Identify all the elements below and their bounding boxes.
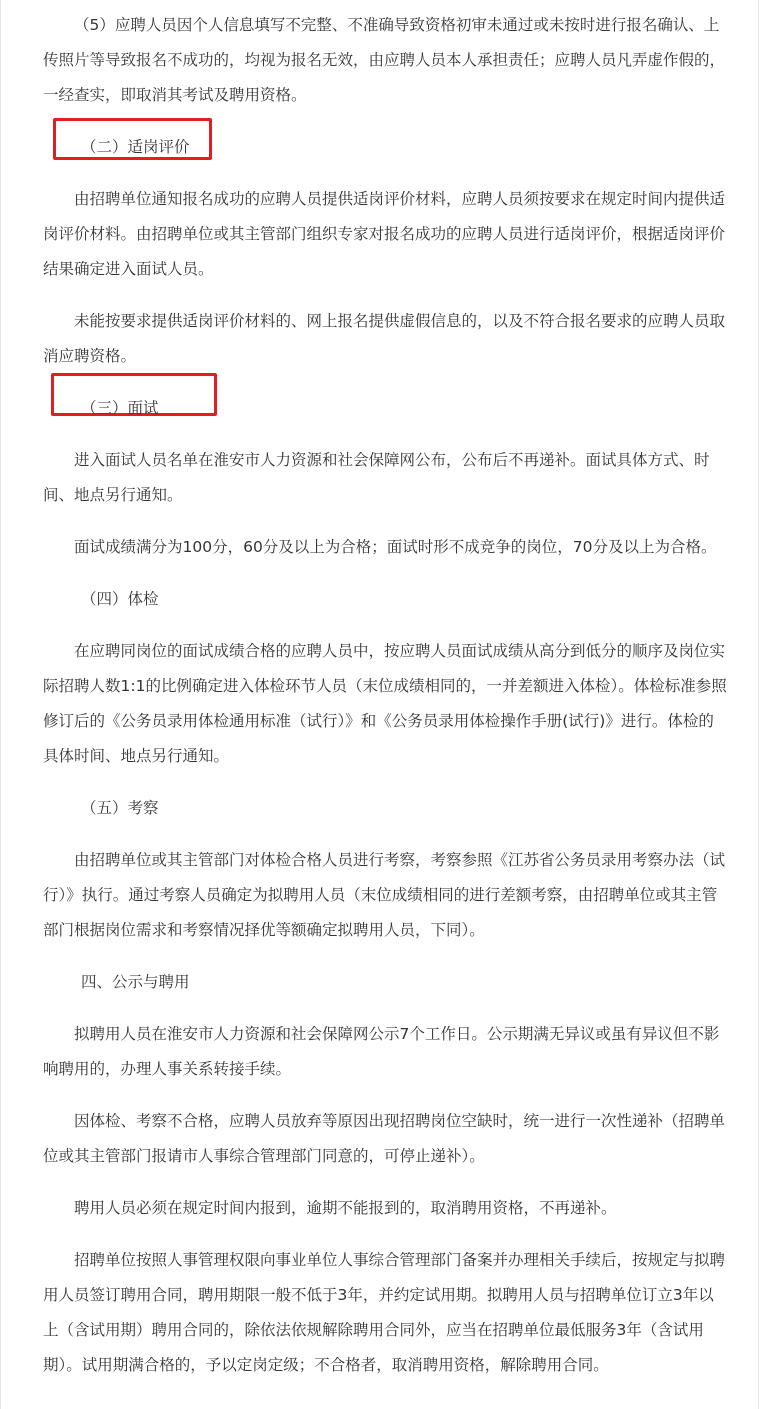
paragraph-publicity-4: 招聘单位按照人事管理权限向事业单位人事综合管理部门备案并办理相关手续后，按规定与拟聘用人员签订聘用合同，聘用期限一般不低于3年，并约定试用期。拟聘用人员与招聘单位订立3年以上（含试用期）聘用合同的，除依法依规解除聘用合同外，应当在招聘单位最低服务3年（含试用期）。试用期满合格的，予以定岗定级；不合格者，取消聘用资格，解除聘用合同。 bbox=[43, 1251, 726, 1374]
paragraph-publicity-2: 因体检、考察不合格，应聘人员放弃等原因出现招聘岗位空缺时，统一进行一次性递补（招聘单位或其主管部门报请市人事综合管理部门同意的，可停止递补）。 bbox=[43, 1112, 726, 1165]
heading-interview-text: （三）面试 bbox=[81, 399, 159, 417]
paragraph-suitability-1: 由招聘单位通知报名成功的应聘人员提供适岗评价材料，应聘人员须按要求在规定时间内提供适岗评价材料。由招聘单位或其主管部门组织专家对报名成功的应聘人员进行适岗评价，根据适岗评价结果确定进入面试人员。 bbox=[43, 190, 726, 278]
paragraph-interview-1: 进入面试人员名单在淮安市人力资源和社会保障网公布，公布后不再递补。面试具体方式、时间、地点另行通知。 bbox=[43, 451, 710, 504]
heading-suitability-text: （二）适岗评价 bbox=[81, 138, 190, 156]
section-heading-publicity: 四、公示与聘用 bbox=[81, 973, 190, 991]
section-heading-inspection: （五）考察 bbox=[81, 799, 159, 817]
paragraph-publicity-1: 拟聘用人员在淮安市人力资源和社会保障网公示7个工作日。公示期满无异议或虽有异议但不影响聘用的，办理人事关系转接手续。 bbox=[43, 1025, 720, 1078]
section-heading-interview bbox=[43, 391, 728, 426]
section-heading-medical: （四）体检 bbox=[81, 590, 159, 608]
section-heading-suitability bbox=[43, 130, 728, 165]
page-left-border bbox=[0, 0, 1, 1409]
paragraph-suitability-2: 未能按要求提供适岗评价材料的、网上报名提供虚假信息的，以及不符合报名要求的应聘人员取消应聘资格。 bbox=[43, 312, 726, 365]
paragraph-interview-2: 面试成绩满分为100分，60分及以上为合格；面试时形不成竞争的岗位，70分及以上为合格。 bbox=[74, 538, 717, 556]
paragraph-medical-1: 在应聘同岗位的面试成绩合格的应聘人员中，按应聘人员面试成绩从高分到低分的顺序及岗位实际招聘人数1:1的比例确定进入体检环节人员（末位成绩相同的，一并差额进入体检）。体检标准参照修订后的《公务员录用体检通用标准（试行）》和《公务员录用体检操作手册(试行)》进行。体检的具体时间、地点另行通知。 bbox=[43, 642, 727, 765]
paragraph-intro-5: （5）应聘人员因个人信息填写不完整、不准确导致资格初审未通过或未按时进行报名确认、上传照片等导致报名不成功的，均视为报名无效，由应聘人员本人承担责任；应聘人员凡弄虚作假的，一经查实，即取消其考试及聘用资格。 bbox=[43, 16, 726, 104]
article-body bbox=[43, 8, 728, 1400]
paragraph-publicity-3: 聘用人员必须在规定时间内报到，逾期不能报到的，取消聘用资格，不再递补。 bbox=[74, 1199, 617, 1217]
paragraph-inspection-1: 由招聘单位或其主管部门对体检合格人员进行考察，考察参照《江苏省公务员录用考察办法（试行）》执行。通过考察人员确定为拟聘用人员（末位成绩相同的进行差额考察，由招聘单位或其主管部门根据岗位需求和考察情况择优等额确定拟聘用人员，下同）。 bbox=[43, 851, 726, 939]
